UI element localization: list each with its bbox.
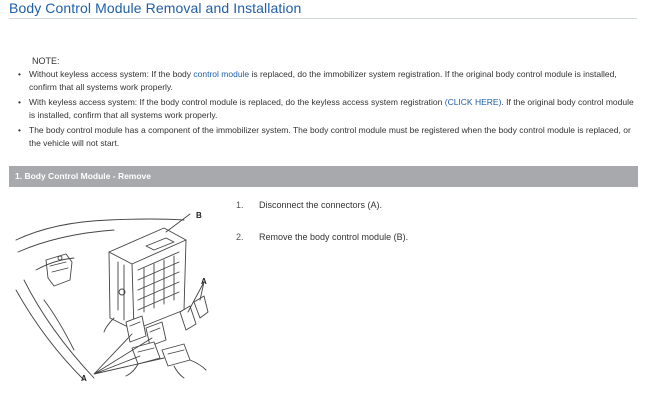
bcm-removal-diagram <box>14 200 219 385</box>
section-title: 1. Body Control Module - Remove <box>15 171 152 181</box>
diagram-label-b: B <box>196 211 202 220</box>
click-here-link[interactable]: (CLICK HERE) <box>444 97 502 107</box>
page-title: Body Control Module Removal and Installation <box>9 0 302 16</box>
section-header <box>9 166 638 187</box>
step-text: Remove the body control module (B). <box>259 232 409 242</box>
note-text: . If the original body control module is installed, confirm that all systems work properly. <box>29 97 634 120</box>
title-divider <box>9 18 637 19</box>
note-list <box>16 68 636 152</box>
note-text: is replaced, do the immobilizer system registration. If the original body control module is installed, confirm that all systems work properly. <box>29 69 617 92</box>
note-item <box>16 68 636 94</box>
note-text: Without keyless access system: If the body <box>29 69 194 79</box>
bullet-icon: • <box>18 97 21 107</box>
control-module-link[interactable]: control module <box>193 69 250 79</box>
diagram-label-a: A <box>81 374 87 383</box>
step-number: 2. <box>236 232 244 242</box>
note-text: The body control module has a component of the immobilizer system. The body control module must be registered when the body control module is replaced, or the vehicle will not start. <box>29 125 631 148</box>
note-item <box>16 96 636 122</box>
bullet-icon: • <box>18 125 21 135</box>
note-item <box>16 124 636 150</box>
note-text: With keyless access system: If the body control module is replaced, do the keyless access system registration <box>29 97 445 107</box>
step-text: Disconnect the connectors (A). <box>259 200 383 210</box>
bullet-icon: • <box>18 69 21 79</box>
diagram-label-a: A <box>201 277 207 286</box>
step-number: 1. <box>236 200 244 210</box>
note-label: NOTE: <box>32 56 60 66</box>
